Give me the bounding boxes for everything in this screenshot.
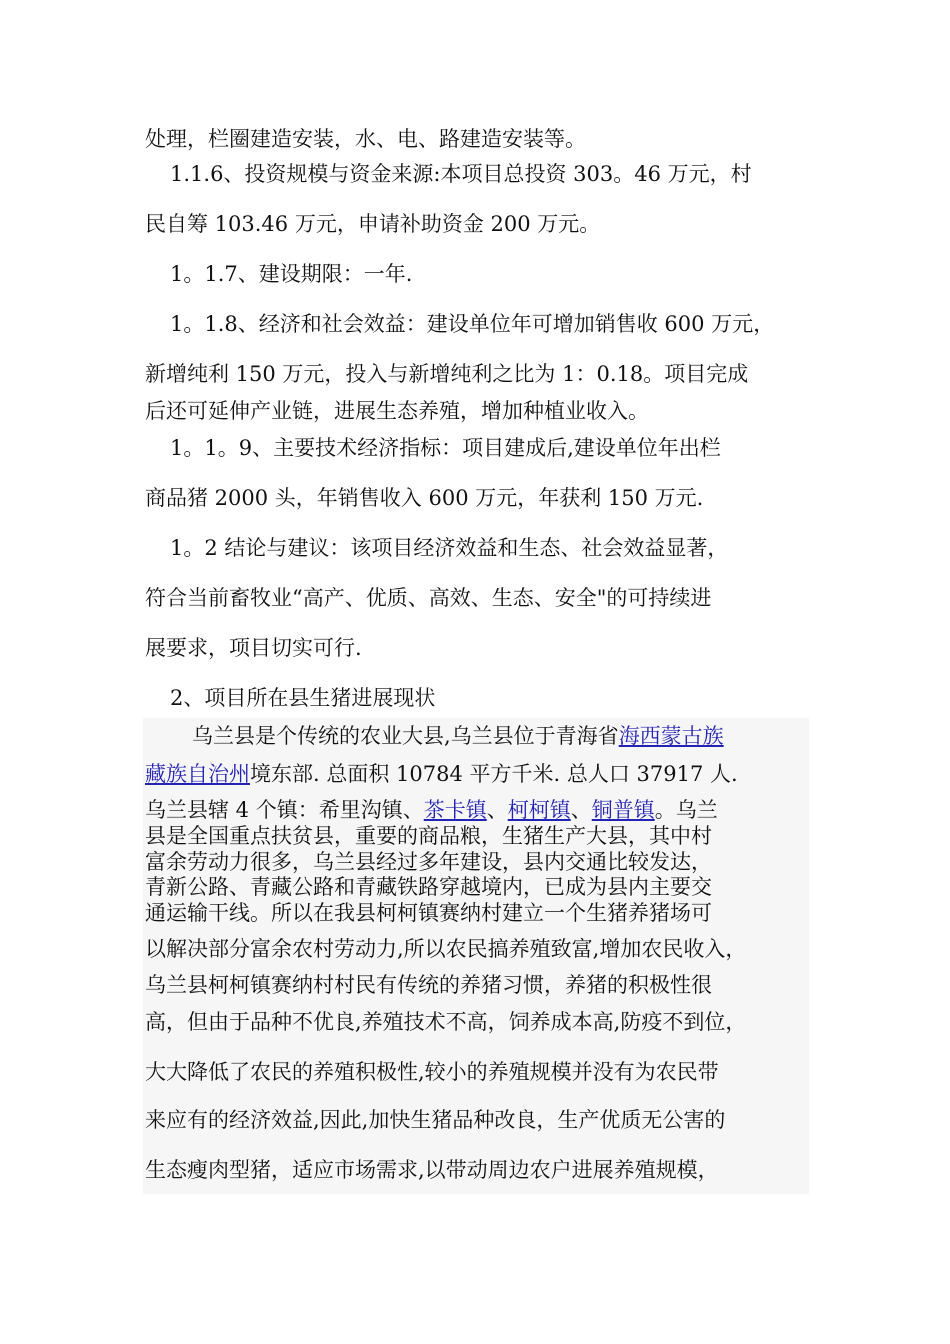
separator-text: 、 — [486, 798, 508, 822]
paragraph-line: 符合当前畜牧业“高产、优质、高效、生态、安全"的可持续进 — [145, 586, 712, 610]
paragraph-line: 商品猪 2000 头，年销售收入 600 万元，年获利 150 万元. — [145, 486, 704, 510]
paragraph-line: 来应有的经济效益,因此,加快生猪品种改良，生产优质无公害的 — [145, 1108, 726, 1132]
link-keke-town[interactable]: 柯柯镇 — [507, 798, 571, 822]
paragraph-line: 1。1.8、经济和社会效益：建设单位年可增加销售收 600 万元， — [170, 312, 775, 336]
paragraph-line: 民自筹 103.46 万元，申请补助资金 200 万元。 — [145, 212, 601, 236]
paragraph-line: 新增纯利 150 万元，投入与新增纯利之比为 1：0.18。项目完成 — [145, 362, 749, 386]
paragraph-line: 高，但由于品种不优良,养殖技术不高，饲养成本高,防疫不到位， — [145, 1010, 747, 1034]
paragraph-line: 县是全国重点扶贫县，重要的商品粮，生猪生产大县，其中村 — [145, 824, 712, 848]
paragraph-line: 生态瘦肉型猪，适应市场需求,以带动周边农户进展养殖规模， — [145, 1158, 719, 1182]
link-haixi-prefecture-cont[interactable]: 藏族自治州 — [145, 762, 250, 786]
paragraph-line: 青新公路、青藏公路和青藏铁路穿越境内，已成为县内主要交 — [145, 875, 712, 899]
paragraph-line — [192, 722, 724, 750]
paragraph-line: 1。1.7、建设期限：一年. — [170, 262, 413, 286]
paragraph-line: 处理，栏圈建造安装，水、电、路建造安装等。 — [145, 127, 586, 151]
paragraph-line: 乌兰县柯柯镇赛纳村村民有传统的养猪习惯，养猪的积极性很 — [145, 973, 712, 997]
paragraph-text: 境东部. 总面积 10784 平方千米. 总人口 37917 人. — [250, 762, 738, 786]
paragraph-line: 后还可延伸产业链，进展生态养殖，增加种植业收入。 — [145, 399, 649, 423]
paragraph-line: 通运输干线。所以在我县柯柯镇赛纳村建立一个生猪养猪场可 — [145, 901, 712, 925]
paragraph-line: 以解决部分富余农村劳动力,所以农民搞养殖致富,增加农民收入， — [145, 937, 747, 961]
paragraph-line: 1。1。9、主要技术经济指标：项目建成后,建设单位年出栏 — [170, 436, 721, 460]
link-haixi-prefecture[interactable]: 海西蒙古族 — [618, 724, 724, 748]
paragraph-line — [145, 760, 738, 788]
paragraph-line: 展要求，项目切实可行. — [145, 636, 362, 660]
link-chaka-town[interactable]: 茶卡镇 — [423, 798, 487, 822]
paragraph-line: 富余劳动力很多，乌兰县经过多年建设，县内交通比较发达， — [145, 850, 712, 874]
separator-text: 、 — [570, 798, 592, 822]
paragraph-line: 1。2 结论与建议：该项目经济效益和生态、社会效益显著， — [170, 536, 729, 560]
link-tongpu-town[interactable]: 铜普镇 — [591, 798, 655, 822]
paragraph-line: 大大降低了农民的养殖积极性,较小的养殖规模并没有为农民带 — [145, 1060, 719, 1084]
paragraph-line — [145, 796, 718, 824]
section-heading: 2、项目所在县生猪进展现状 — [170, 686, 436, 710]
paragraph-line: 1.1.6、投资规模与资金来源:本项目总投资 303。46 万元，村 — [170, 162, 752, 186]
paragraph-text: 乌兰县是个传统的农业大县,乌兰县位于青海省 — [192, 724, 619, 748]
paragraph-text: 乌兰县辖 4 个镇：希里沟镇、 — [145, 798, 424, 822]
paragraph-text: 。乌兰 — [654, 798, 718, 822]
